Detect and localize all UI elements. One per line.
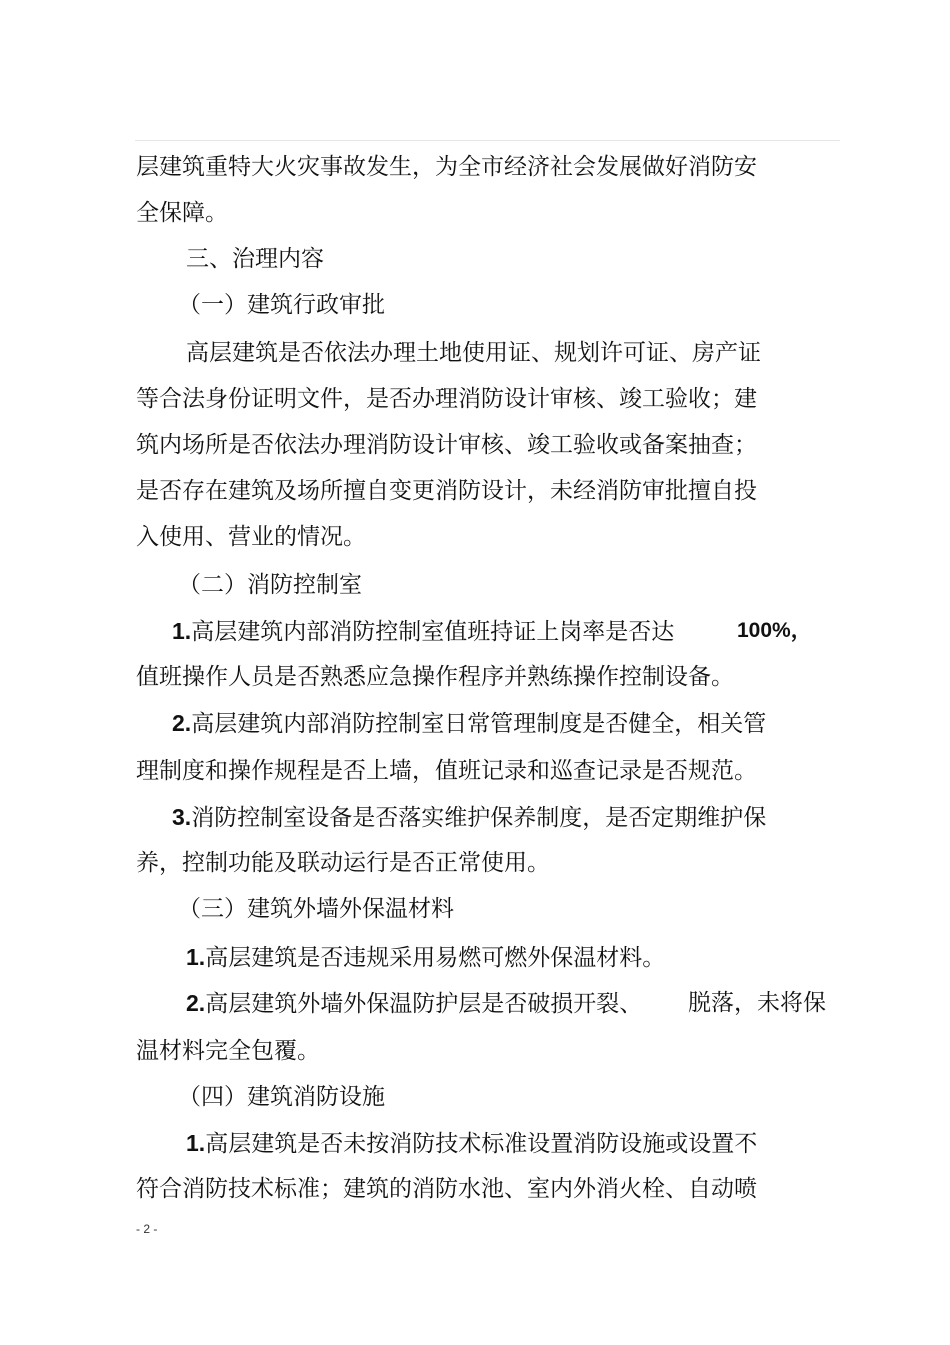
paragraph-line: 是否存在建筑及场所擅自变更消防设计，未经消防审批擅自投	[136, 478, 757, 504]
item-text: 高层建筑是否违规采用易燃可燃外保温材料。	[205, 945, 666, 971]
subsection-heading: （一）建筑行政审批	[178, 292, 385, 318]
body-line: 层建筑重特大火灾事故发生，为全市经济社会发展做好消防安	[136, 154, 757, 180]
item-text: 高层建筑内部消防控制室值班持证上岗率是否达	[191, 619, 675, 645]
list-item	[186, 1128, 757, 1159]
item-text: 高层建筑外墙外保温防护层是否破损开裂、	[205, 991, 643, 1017]
paragraph-line: 等合法身份证明文件，是否办理消防设计审核、竣工验收；建	[136, 386, 757, 412]
list-item	[186, 942, 665, 973]
item-text: 高层建筑内部消防控制室日常管理制度是否健全，相关管	[191, 711, 767, 737]
item-number: 1.	[186, 1130, 206, 1156]
paragraph-line: 筑内场所是否依法办理消防设计审核、竣工验收或备案抽查；	[136, 432, 757, 458]
paragraph-line: 高层建筑是否依法办理土地使用证、规划许可证、房产证	[186, 340, 761, 366]
body-line: 温材料完全包覆。	[136, 1038, 320, 1064]
subsection-heading: （三）建筑外墙外保温材料	[178, 896, 454, 922]
subsection-heading: （二）消防控制室	[178, 572, 362, 598]
list-item	[172, 802, 766, 833]
list-item	[172, 708, 766, 739]
page-number: - 2 -	[136, 1222, 158, 1236]
item-text: 高层建筑是否未按消防技术标准设置消防设施或设置不	[205, 1131, 758, 1157]
paragraph-line: 入使用、营业的情况。	[136, 524, 366, 550]
body-line-tail: 脱落，未将保	[688, 990, 826, 1016]
item-number: 1.	[172, 618, 192, 644]
item-number: 3.	[172, 804, 192, 830]
body-line: 养，控制功能及联动运行是否正常使用。	[136, 850, 550, 876]
item-number: 2.	[172, 710, 192, 736]
percentage-value: 100%，	[737, 619, 812, 642]
subsection-heading: （四）建筑消防设施	[178, 1084, 385, 1110]
item-text: 消防控制室设备是否落实维护保养制度，是否定期维护保	[191, 805, 767, 831]
list-item	[172, 616, 674, 647]
body-line: 符合消防技术标准；建筑的消防水池、室内外消火栓、自动喷	[136, 1176, 757, 1202]
item-number: 1.	[186, 944, 206, 970]
body-line: 值班操作人员是否熟悉应急操作程序并熟练操作控制设备。	[136, 664, 734, 690]
section-heading: 三、治理内容	[186, 246, 324, 272]
body-line: 理制度和操作规程是否上墙，值班记录和巡查记录是否规范。	[136, 758, 757, 784]
header-rule	[135, 140, 840, 141]
list-item	[186, 988, 642, 1019]
body-line: 全保障。	[136, 200, 228, 226]
item-number: 2.	[186, 990, 206, 1016]
